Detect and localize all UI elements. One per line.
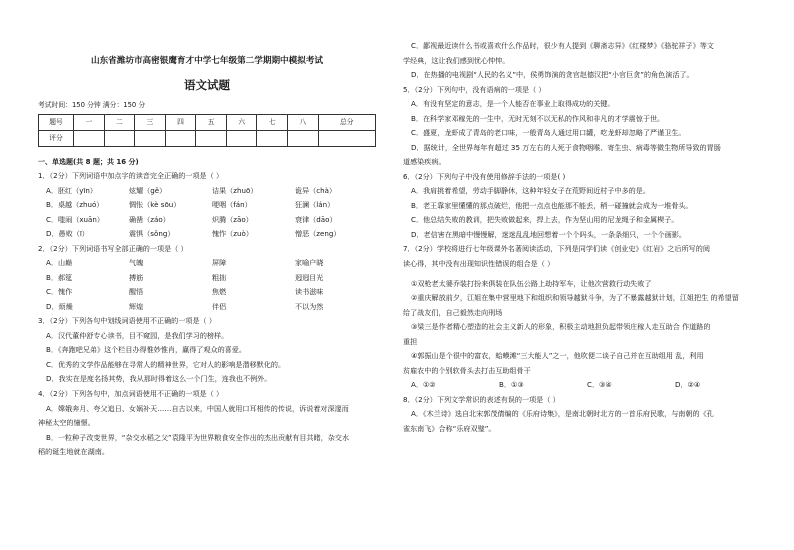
option-continuation: 雀东南飞》合称“乐府双璧”。: [403, 423, 496, 433]
option-row: [38, 187, 378, 196]
question-stem: 3．（2分）下列各句中划线词语使用不正确的一项是（ ）: [38, 316, 216, 326]
option-row: [38, 230, 378, 239]
score-header-cell: 四: [165, 115, 196, 131]
question-stem-continuation: 读心得，其中没有出现知识性错误的组合是（ ）: [403, 258, 555, 268]
score-cell[interactable]: [226, 131, 257, 147]
score-cell[interactable]: [196, 131, 227, 147]
option-row: [38, 274, 378, 283]
option-text: A．①②: [411, 380, 436, 390]
statement-item: ①双枪老太婆乔装打扮来俱装在队伍公路上劫持军车，让他次营救行动失败了: [411, 278, 652, 288]
option-text: A．山巅: [46, 258, 73, 268]
answer-options: [403, 381, 763, 390]
option-text: 伴侣: [212, 301, 227, 311]
option-text: A．嫦娥奔月、夸父追日、女娲补天……自古以来，中国人就用口耳相传的传说，诉说着对深邃而: [46, 403, 349, 413]
score-header-cell: 二: [104, 115, 135, 131]
option-text: 不以为然: [295, 301, 324, 311]
score-header-cell: 题号: [39, 115, 74, 131]
option-continuation: 稻的诞生地就在湖南。: [38, 447, 109, 457]
question-stem: 8．（2分）下列文学常识的表述有误的一项是（ ）: [403, 394, 560, 404]
option-row: [38, 303, 378, 312]
score-header-cell: 六: [226, 115, 257, 131]
option-text: 诘果（zhuō）: [212, 185, 258, 195]
question-stem: 2．（2分）下列词语书写全部正确的一项是（ ）: [38, 243, 188, 253]
option-text: B．一粒种子改变世界，“杂交水稻之父”袁隆平为世界粮食安全作出的杰出贡献有目共睹，杂交水: [46, 432, 350, 442]
option-text: 惆怅（kè sōu）: [129, 200, 181, 210]
option-text: 家喻户晓: [295, 258, 324, 268]
statement-continuation: 给了战友们，自己毅然走向刑场: [403, 307, 503, 317]
option-text: 醒悟: [129, 287, 144, 297]
statement-item: ④郭振山是个很中的富农，蛤蟆滩“三大能人”之一，他吹便二谈子自己并在互助组用 乱，利用: [411, 351, 704, 361]
section-heading: 一、单选题(共 8 题；共 16 分): [38, 158, 139, 166]
statement-item: ③梁三是作者精心塑造的社会主义新人的形象，积极主动地担负起带领庄稼人走互助合 作道路的: [411, 322, 711, 332]
question-stem: 6．（2分）下列句子中没有使用修辞手法的一项是( ): [403, 171, 566, 181]
option-text: 迥迥目光: [295, 272, 324, 282]
option-text: 衰律（dāo）: [295, 214, 337, 224]
option-text: 焦燃: [212, 287, 227, 297]
option-text: 哽咽（fán）: [212, 200, 252, 210]
option-row: [38, 216, 378, 225]
option-text: C．鄙视最近读什么书或喜欢什么作品时，很少有人提到《聊斋志异》《红楼梦》《骆驼祥子》等文: [411, 41, 714, 50]
option-text: B．桌越（zhuó）: [46, 200, 104, 210]
score-cell[interactable]: [74, 131, 105, 147]
score-cell[interactable]: [257, 131, 288, 147]
option-text: B．郝筵: [46, 272, 73, 282]
option-text: 炫耀（gě）: [129, 185, 167, 195]
option-text: B．《奔跑吧兄弟》这个栏目办得惟妙惟肖，赢得了观众的喜爱。: [46, 345, 246, 355]
score-cell[interactable]: [318, 131, 375, 147]
option-text: B．在科学家邓稼先的一生中，无时无刻不以无私的作风和非凡的才学震惊于世。: [411, 113, 665, 123]
statement-continuation: 贫雇农中的个别软骨头去打击互助组骨干: [403, 365, 531, 375]
option-text: D．②④: [675, 380, 701, 390]
statement-continuation: 重担: [403, 336, 418, 346]
option-text: D．据统计，全世界每年有超过 35 万左右的人死于食物咽喉、寄生虫、病毒等微生物所导致的胃肠: [411, 142, 721, 152]
option-text: 诡异（chà）: [295, 185, 337, 195]
option-text: D．烦燥: [46, 301, 73, 311]
question-stem: 7．（2分）学校将进行七年级课外名著阅读活动，下列是同学们读《创业史》《红岩》之后所写的阅: [403, 244, 710, 254]
score-table: [38, 114, 376, 147]
option-text: C．嗤闹（xuān）: [46, 214, 104, 224]
option-text: A．我肩挑着希望，劳动手脚静休，这种年轻女子在荒野间近村子中多的是。: [411, 186, 650, 196]
option-text: D．在热播的电视剧“人民的名义”中，侯勇饰演的贪官赵德汉把“小官巨贪”的角色演活了。: [411, 70, 694, 80]
score-header-cell: 一: [74, 115, 105, 131]
score-table-value-row: [39, 131, 376, 147]
option-text: 辉煌: [129, 301, 144, 311]
option-text: A．胚红（yīn）: [46, 185, 97, 195]
option-row: [38, 259, 378, 268]
option-text: 粗拙: [212, 272, 227, 282]
question-stem: 1．（2分）下列词语中加点字的读音完全正确的一项是（ ）: [38, 171, 224, 180]
exam-title: 山东省潍坊市高密银鹰育才中学七年级第二学期期中模拟考试: [90, 56, 324, 66]
option-text: C．愧作: [46, 287, 73, 297]
right-questions: [403, 42, 763, 439]
question-stem: 5．（2分）下列句中，没有语病的一项是（ ）: [403, 84, 546, 94]
score-cell[interactable]: [165, 131, 196, 147]
option-row: [38, 201, 378, 210]
option-text: C．优秀的文学作品能够在寻常人的精神世界，它对人的影响是潜移默化的。: [46, 359, 286, 369]
option-text: C．③④: [587, 380, 612, 390]
score-table-header-row: [39, 115, 376, 131]
option-text: 气魄: [129, 258, 144, 268]
score-header-cell: 七: [257, 115, 288, 131]
score-header-cell: 八: [288, 115, 319, 131]
score-row-label: 评分: [39, 131, 74, 147]
option-text: 确凿（záo）: [129, 214, 170, 224]
exam-subtitle: 语文试题: [184, 78, 230, 92]
option-text: 炽腾（zāo）: [212, 214, 253, 224]
option-text: 屏障: [212, 258, 227, 268]
option-text: A．《木兰诗》选自北宋郭茂倩编的《乐府诗集》，是南北朝时北方的一首乐府民歌，与南朝的《孔: [411, 409, 714, 419]
exam-meta: 考试时间：150 分钟 满分：150 分: [38, 101, 146, 109]
option-text: C．他总结失败的教训，把失败做起来，捍上去，作为坚山用的尼龙绳子和金属楔子。: [411, 215, 679, 225]
option-text: 狂澜（lán）: [295, 200, 335, 210]
option-text: B．①③: [499, 380, 524, 390]
option-text: D．我实在是度名扬其势，我从那时得着这么一个门生，连我也不例外。: [46, 374, 272, 384]
option-text: B．老王靠家里懂懂的那点破烂，他把一点点也能那不能丢，稍一碰撞就会成为一堆骨头。: [411, 200, 693, 210]
score-cell[interactable]: [288, 131, 319, 147]
option-text: 搏筋: [129, 272, 144, 282]
option-text: 愧怍（zuò）: [212, 229, 253, 239]
option-text: D．老信害在黑暗中慢慢解，迷迷乱乱地回想着一个个吗头，一条条细只，一个个画影。: [411, 229, 687, 239]
score-header-cell: 三: [135, 115, 166, 131]
option-text: A．汉代董仲舒专心读书，目不窥园，是我们学习的榜样。: [46, 330, 229, 340]
option-continuation: 道感染疾病。: [403, 157, 446, 167]
option-text: 读书滋味: [295, 287, 324, 297]
score-cell[interactable]: [135, 131, 166, 147]
option-continuation: 神秘太空的憧憬。: [38, 418, 95, 428]
option-text: A．有没有坚定的意志，是一个人能否在事业上取得成功的关键。: [411, 99, 615, 109]
statement-item: ②重庆解放前夕，江姐在集中营里地下和组织和领导越狱斗争，为了不暴露越狱计划，江姐把生 的希望留: [411, 293, 739, 303]
left-questions: [38, 172, 378, 463]
option-text: 震惧（sǒng）: [129, 229, 175, 239]
option-text: D．愚败（ī）: [46, 229, 89, 239]
option-text: 憎恶（zeng）: [295, 229, 341, 239]
score-cell[interactable]: [104, 131, 135, 147]
question-stem: 4．（2分）下列各句中，加点词语使用不正确的一项是（ ）: [38, 388, 224, 398]
option-continuation: 学经典，这让我们感到忧心忡忡。: [403, 55, 510, 65]
score-header-cell: 总分: [318, 115, 375, 131]
score-header-cell: 五: [196, 115, 227, 131]
option-text: C．盛夏，龙虾成了青岛的老口味，一般青岛人通过用口罐，吃龙虾却忽略了严谨卫生。: [411, 128, 686, 138]
option-row: [38, 288, 378, 297]
